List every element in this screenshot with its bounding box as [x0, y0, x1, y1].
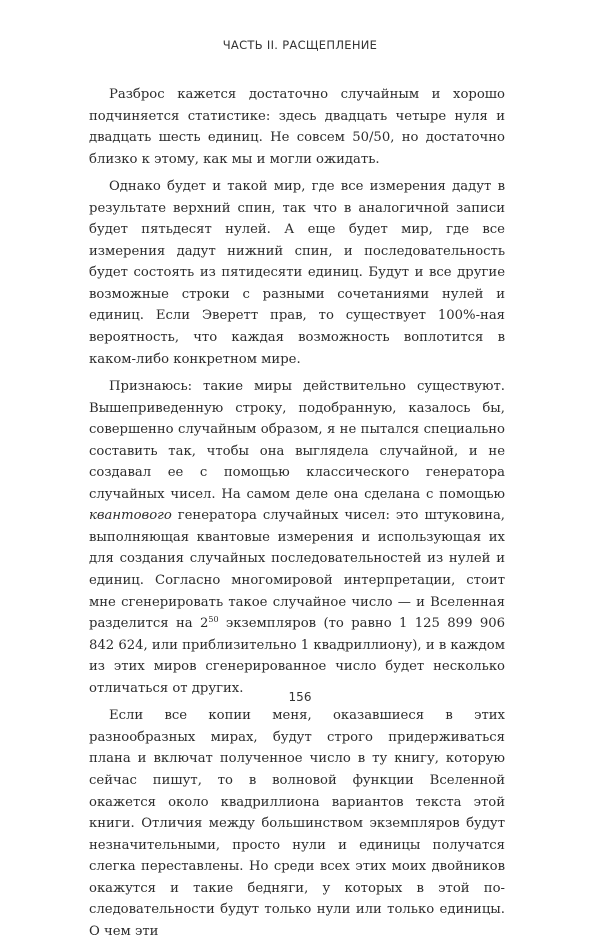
body-text — [89, 84, 505, 942]
paragraph-4: Если все копии меня, оказавшиеся в этих разнообразных мирах, будут строго придерживаться плана и включат полученное число в ту книгу, которую сейчас пишут, то в волновой функции Вселенной окажется около квадриллиона вариантов текста этой книги. Отличия между большинством экземпляров будут незначительными, просто нули и единицы получатся слегка переставлены. Но среди всех этих моих двойников окажутся и такие бедняги, у которых в этой последовательности будут только нули или только единицы. О чем эти — [89, 708, 505, 939]
paragraph-2: Однако будет и такой мир, где все измерения дадут в результате верхний спин, так что в аналогичной записи будет пятьдесят нулей. А еще будет мир, где все измерения дадут нижний спин, и последовательность будет состоять из пятидесяти единиц. Будут и все другие возможные строки с разными сочетаниями нулей и единиц. Если Эверетт прав, то существует 100%-ная вероятность, что каждая возможность воплотится в каком-либо конкретном мире. — [89, 179, 505, 367]
italic-word: квантового — [89, 508, 172, 524]
paragraph-3-part-2: генератора случайных чисел: это штуковина, выполняющая квантовые измерения и использующая их для создания случайных последовательностей из нулей и единиц. Согласно многомировой интерпретации, стоит мне сгенерировать такое случайное число — и Вселенная разделится на 2 — [89, 508, 505, 632]
exponent: 50 — [208, 615, 219, 625]
paragraph-1: Разброс кажется достаточно случайным и хорошо подчиняется статистике: здесь двадцать четыре нуля и двадцать шесть единиц. Не совсем 50/50, но достаточно близко к этому, как мы и могли ожидать. — [89, 87, 505, 167]
paragraph-3 — [89, 376, 505, 699]
paragraph-3-part-1: Признаюсь: такие миры действительно существуют. Вышеприведенную строку, подобранную, казалось бы, совершенно случайным образом, я не пытался специально составить так, чтобы она выглядела случайной, и не создавал ее с помощью классического генератора случайных чисел. На самом деле она сделана с помощью — [89, 379, 505, 502]
paragraph-3-part-3: экземпляров (то равно 1 125 899 906 842 624, или приблизительно 1 квадриллиону), и в каждом из этих миров сгенерированное число будет несколько отличаться от других. — [89, 616, 505, 696]
running-head: ЧАСТЬ II. РАСЩЕПЛЕНИЕ — [222, 38, 378, 52]
page-number: 156 — [288, 690, 312, 704]
